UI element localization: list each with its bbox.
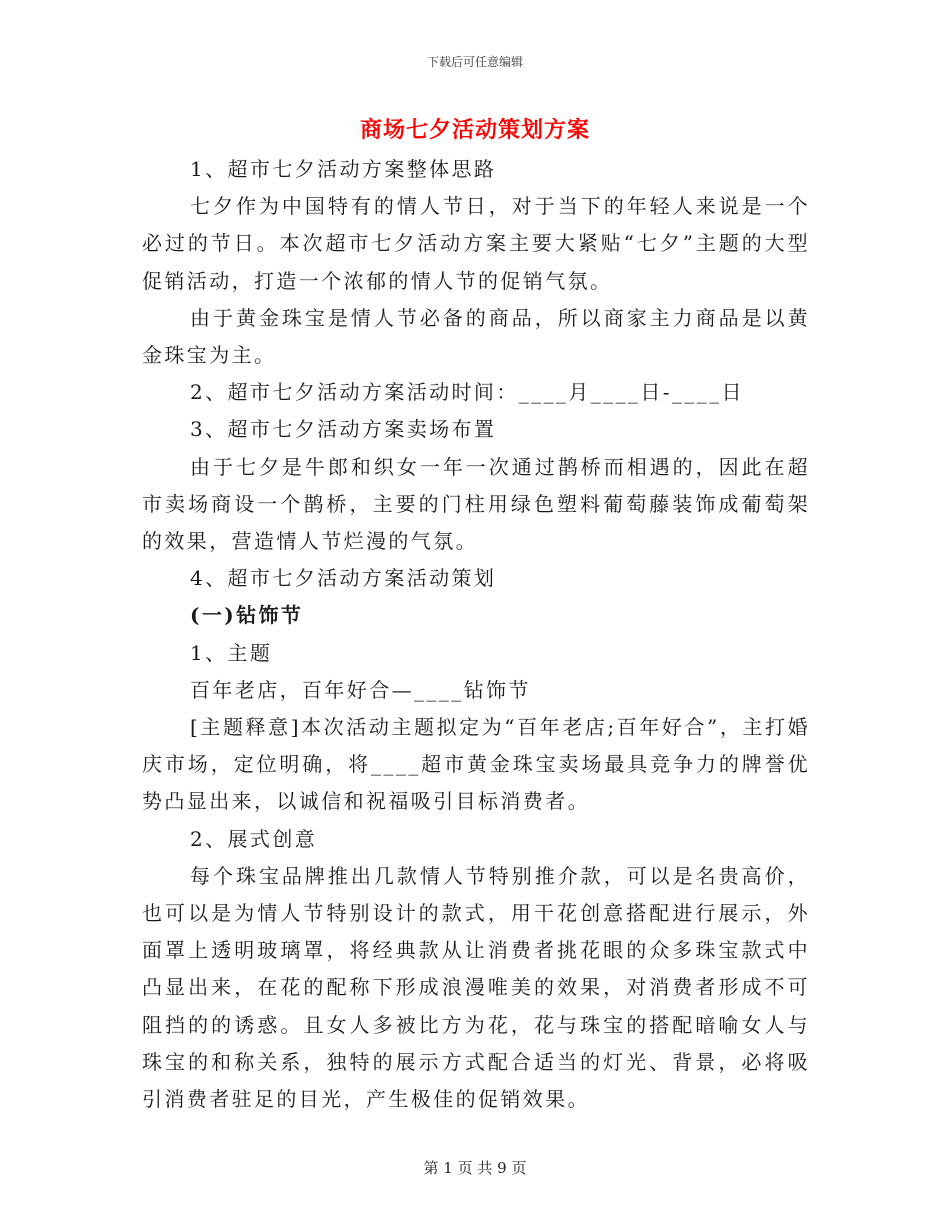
section-heading-1: 1、超市七夕活动方案整体思路 [190,157,497,181]
paragraph-display: 每个珠宝品牌推出几款情人节特别推介款，可以是名贵高价，也可以是为情人节特别设计的款式，用干花创意搭配进行展示，外面罩上透明玻璃罩，将经典款从让消费者挑花眼的众多珠宝款式中凸显出来，在花的配称下形成浪漫唯美的效果，对消费者形成不可阻挡的的诱惑。且女人多被比方为花，花与珠宝的搭配暗喻女人与珠宝的和称关系，独特的展示方式配合适当的灯光、背景，必将吸引消费者驻足的目光，产生极佳的促销效果。 [142,863,810,1112]
subsection-heading: (一)钻饰节 [190,603,304,628]
section-heading-3: 3、超市七夕活动方案卖场布置 [190,417,497,442]
section-heading-2: 2、超市七夕活动方案活动时间：____月____日-____日 [190,380,744,405]
item-heading-display: 2、展式创意 [190,826,318,851]
document-title: 商场七夕活动策划方案 [359,117,590,143]
paragraph-layout: 由于七夕是牛郎和织女一年一次通过鹊桥而相遇的，因此在超市卖场商设一个鹊桥，主要的门柱用绿色塑料葡萄藤装饰成葡萄架的效果，营造情人节烂漫的气氛。 [142,454,810,554]
item-heading-theme: 1、主题 [190,640,273,665]
paragraph-jewelry: 由于黄金珠宝是情人节必备的商品，所以商家主力商品是以黄金珠宝为主。 [142,305,810,368]
paragraph-theme: 百年老店，百年好合—____钻饰节 [190,677,531,702]
paragraph-intro: 七夕作为中国特有的情人节日，对于当下的年轻人来说是一个必过的节日。本次超市七夕活动方案主要大紧贴“七夕”主题的大型促销活动，打造一个浓郁的情人节的促销气氛。 [142,194,810,293]
document-body [142,151,810,1118]
header-note: 下载后可任意编辑 [426,55,523,69]
paragraph-theme-explanation: [主题释意]本次活动主题拟定为“百年老店;百年好合”，主打婚庆市场，定位明确，将____超市黄金珠宝卖场最具竞争力的牌誉优势凸显出来，以诚信和祝福吸引目标消费者。 [142,715,810,814]
section-heading-4: 4、超市七夕活动方案活动策划 [190,566,497,591]
page-footer: 第 1 页 共 9 页 [423,1159,527,1177]
